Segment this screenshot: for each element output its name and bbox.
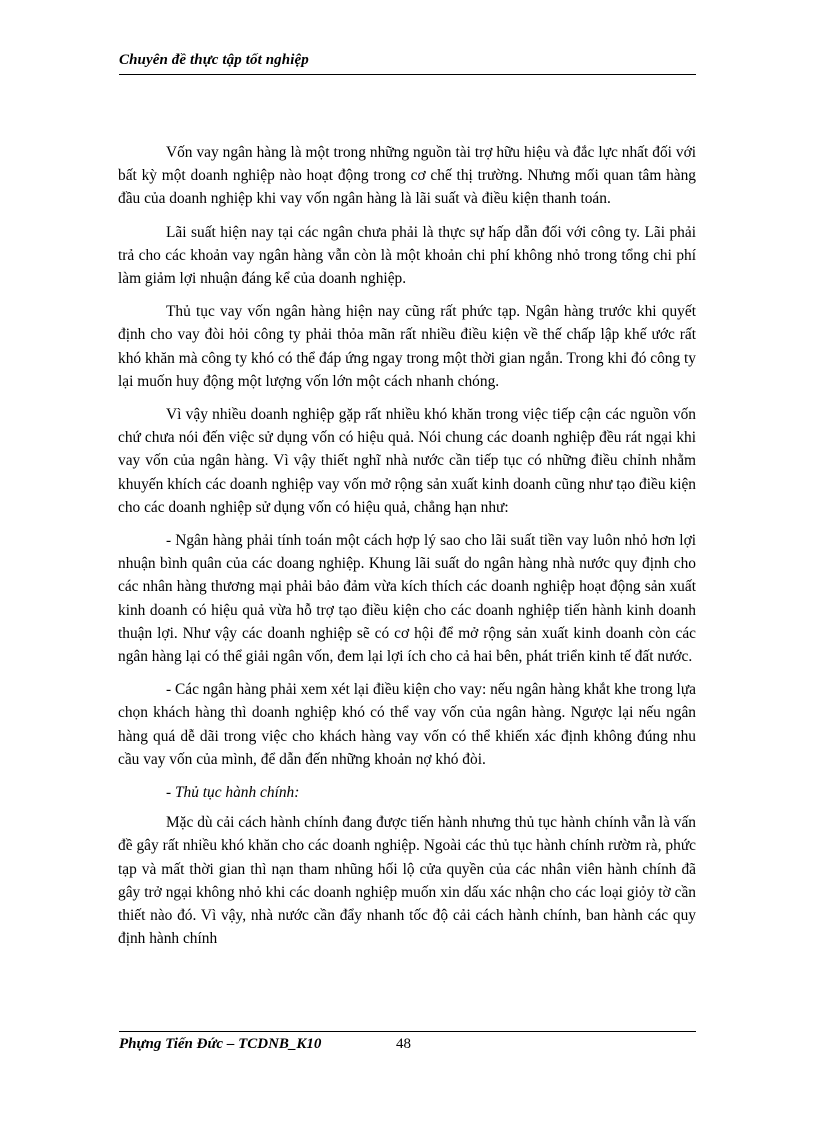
page-footer: [119, 1036, 695, 1058]
footer-author: Phựng Tiến Đức – TCDNB_K10: [119, 1036, 322, 1052]
page-number: 48: [396, 1036, 411, 1052]
header-title: Chuyên đề thực tập tốt nghiệp: [119, 52, 309, 68]
paragraph-admin-reform: Mặc dù cải cách hành chính đang được tiến hành nhưng thủ tục hành chính vẫn là vấn đề gây rất nhiều khó khăn cho các doanh nghiệp. Ngoài các thủ tục hành chính rườm rà, phức tạp và mất thời gian thì nạn tham nhũng hối lộ cửa quyền của các nhân viên hành chính đã gây trở ngại không nhỏ khi các doanh nghiệp muốn xin dấu xác nhận cho các loại giỏy tờ cần thiết nào đó. Vì vậy, nhà nước cần đẩy nhanh tốc độ cải cách hành chính, ban hành các quy định hành chính: [118, 814, 696, 948]
paragraph-bank-calculation: - Ngân hàng phải tính toán một cách hợp lý sao cho lãi suất tiền vay luôn nhỏ hơn lợi nhuận bình quân của các doang nghiệp. Khung lãi suất do ngân hàng nhà nước quy định cho các nhân hàng thương mại phải bảo đảm vừa kích thích các doanh nghiệp hoạt động sản xuất kinh doanh có hiệu quả vừa hỗ trợ tạo điều kiện cho các doanh nghiệp tiến hành kinh doanh thuận lợi. Như vậy các doanh nghiệp sẽ có cơ hội để mở rộng sản xuất kinh doanh còn các ngân hàng lại có thể giải ngân vốn, đem lại lợi ích cho cả hai bên, phát triển kinh tế đất nước.: [118, 532, 696, 666]
body-content: [118, 141, 696, 961]
paragraph-loan-procedure: Thủ tục vay vốn ngân hàng hiện nay cũng rất phức tạp. Ngân hàng trước khi quyết định cho vay đòi hỏi công ty phải thỏa mãn rất nhiều điều kiện về thế chấp lập khế ước rất khó khăn mà công ty khó có thể đáp ứng ngay trong một thời gian ngắn. Trong khi đó công ty lại muốn huy động một lượng vốn lớn một cách nhanh chóng.: [118, 303, 696, 390]
footer-divider: [119, 1031, 696, 1032]
paragraph-difficulties: Vì vậy nhiều doanh nghiệp gặp rất nhiều khó khăn trong việc tiếp cận các nguồn vốn chứ chưa nói đến việc sử dụng vốn có hiệu quả. Nói chung các doanh nghiệp đều rát ngại khi vay vốn của ngân hàng. Vì vậy thiết nghĩ nhà nước cần tiếp tục có những điều chỉnh nhằm khuyến khích các doanh nghiệp vay vốn mở rộng sản xuất kinh doanh cũng như tạo điều kiện cho các doanh nghiệp sử dụng vốn có hiệu quả, chẳng hạn như:: [118, 406, 696, 516]
header-divider: [119, 74, 696, 75]
paragraph-bank-loans: Vốn vay ngân hàng là một trong những nguồn tài trợ hữu hiệu và đắc lực nhất đối với bất kỳ một doanh nghiệp nào hoạt động trong cơ chế thị trường. Nhưng mối quan tâm hàng đầu của doanh nghiệp khi vay vốn ngân hàng là lãi suất và điều kiện thanh toán.: [118, 144, 696, 208]
paragraph-interest-rate: Lãi suất hiện nay tại các ngân chưa phải là thực sự hấp dẫn đối với công ty. Lãi phải trả cho các khoản vay ngân hàng vẫn còn là một khoản chi phí không nhỏ trong tổng chi phí làm giảm lợi nhuận đáng kể của doanh nghiệp.: [118, 223, 696, 288]
page-header: [119, 52, 695, 74]
subheading-admin-procedures: - Thủ tục hành chính:: [166, 784, 300, 802]
paragraph-loan-conditions: - Các ngân hàng phải xem xét lại điều kiện cho vay: nếu ngân hàng khắt khe trong lựa chọn khách hàng thì doanh nghiệp khó có thể vay vốn của ngân hàng. Ngược lại nếu ngân hàng quá dễ dãi trong việc cho khách hàng vay vốn có thể khiến xác định không đúng nhu cầu vay vốn của mình, để dẫn đến những khoản nợ khó đòi.: [118, 681, 696, 768]
